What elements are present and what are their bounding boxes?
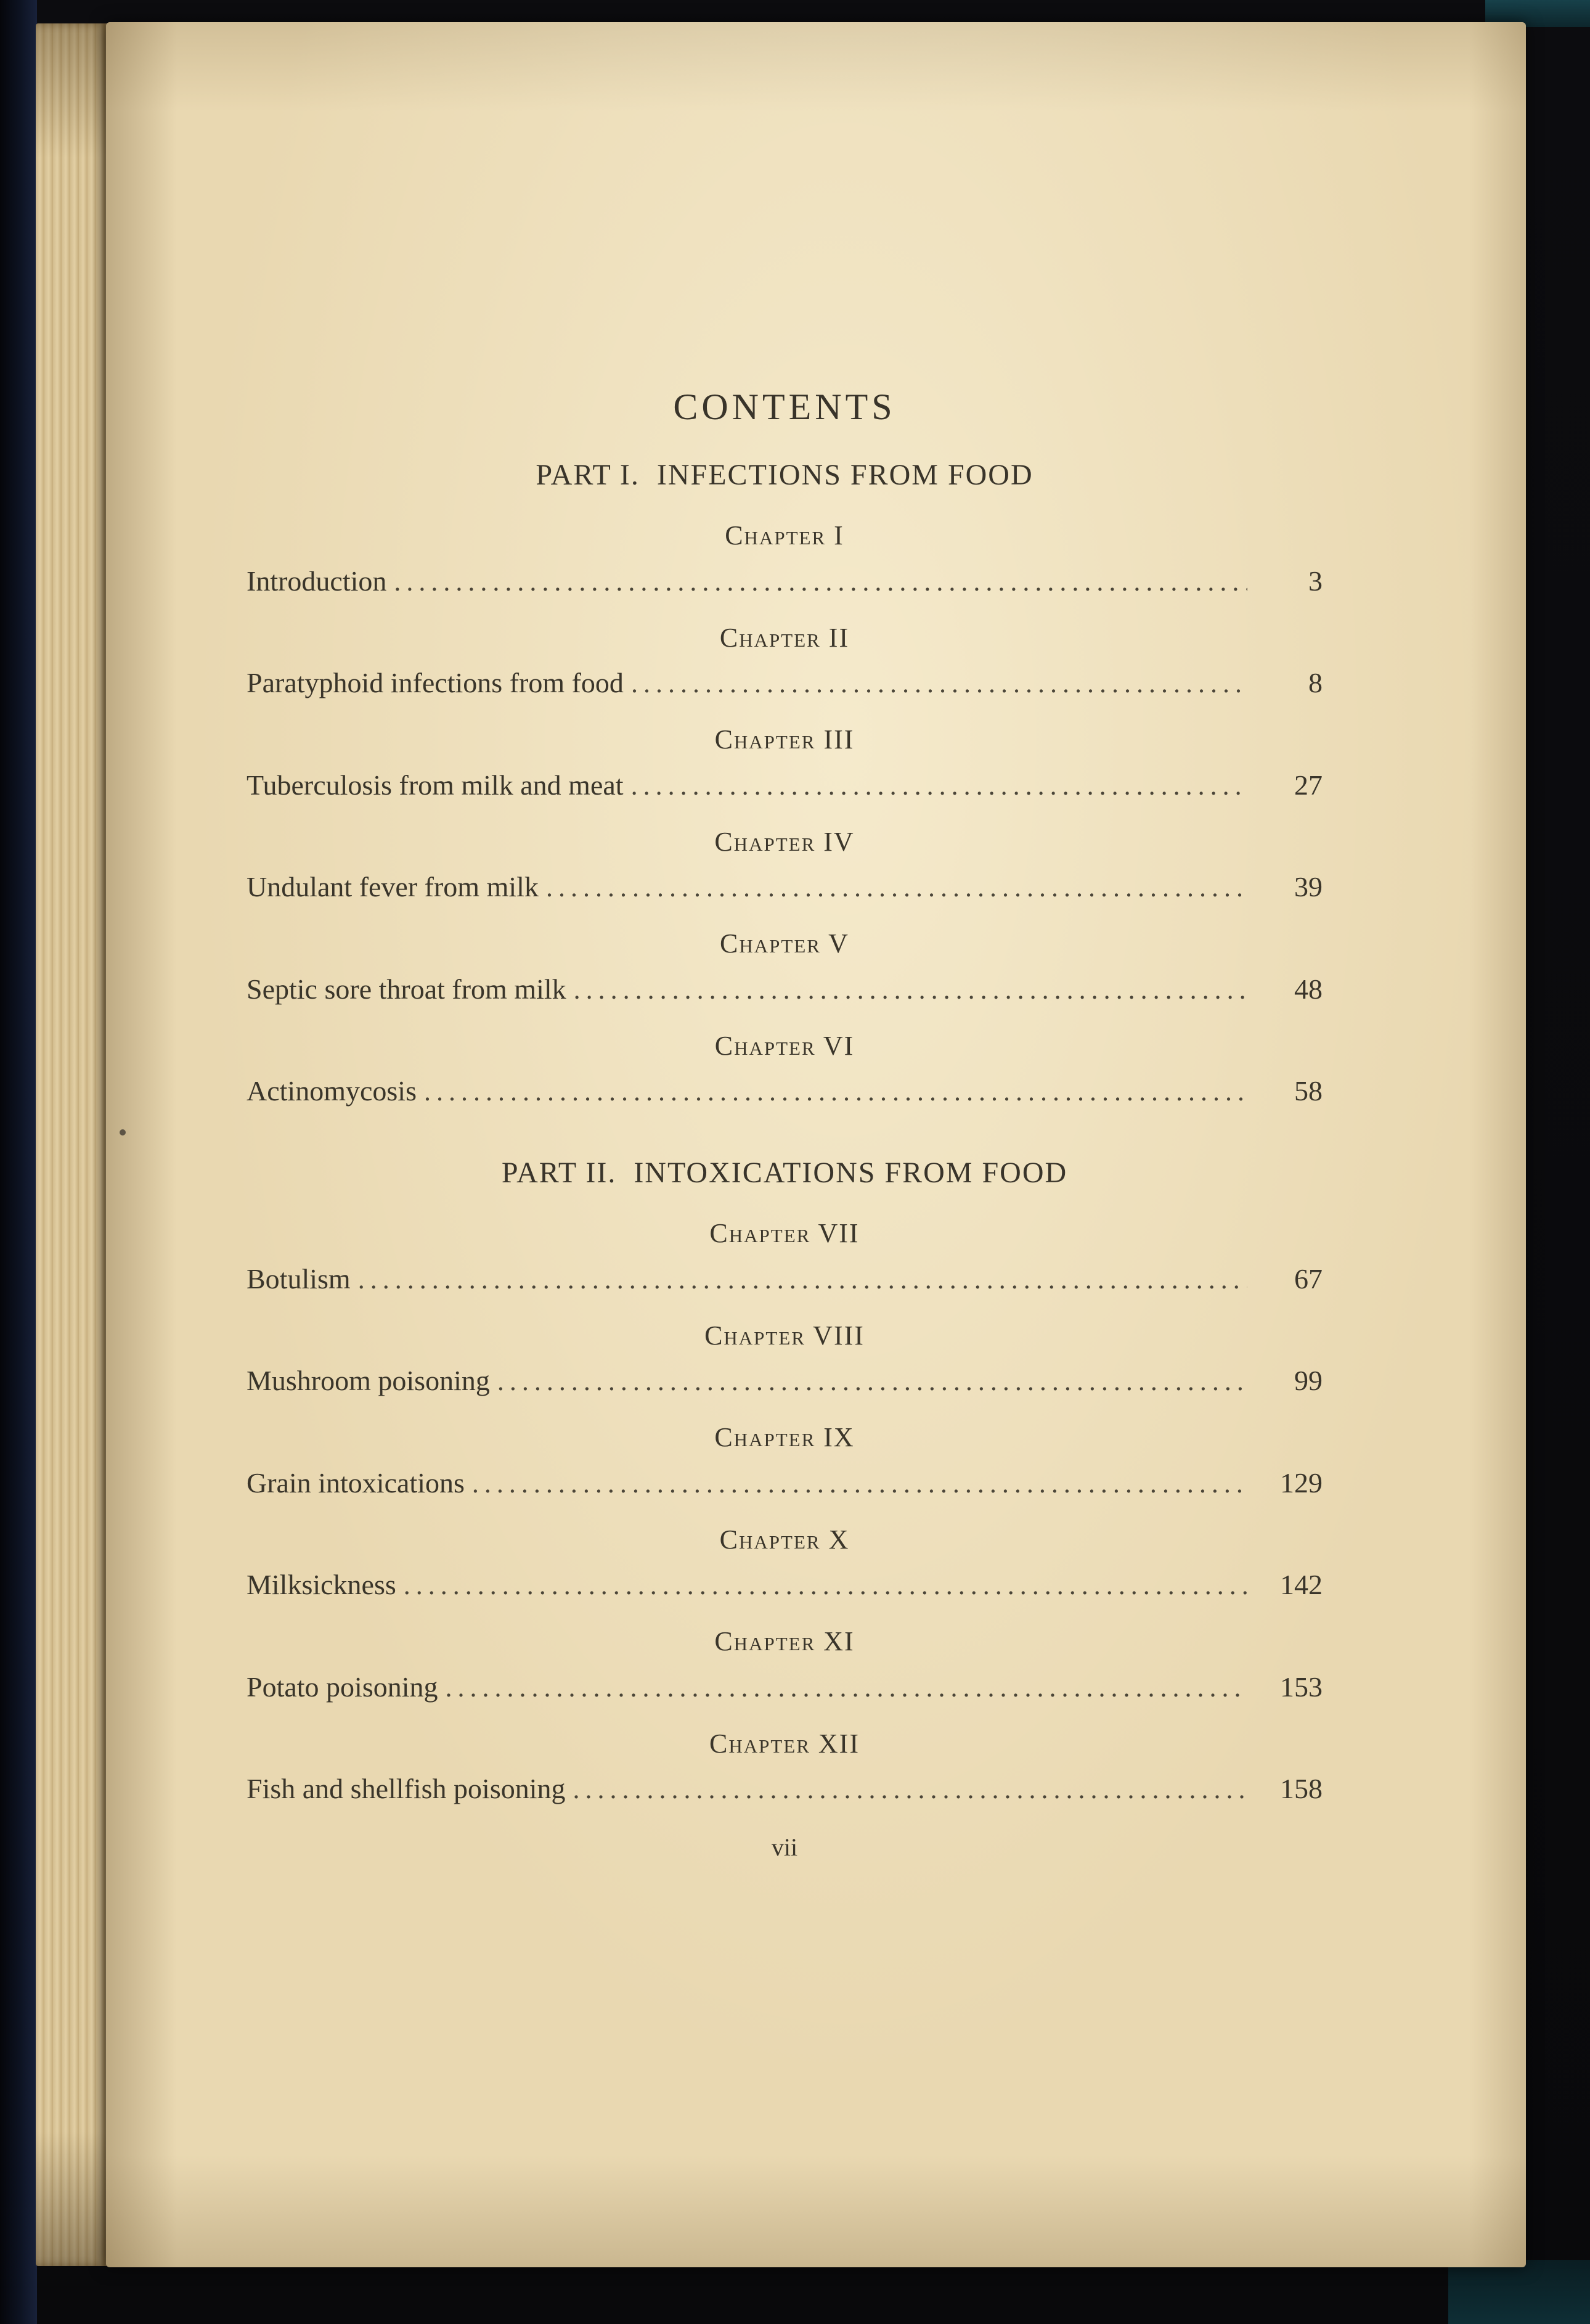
- toc-entry-title: Milksickness: [247, 1569, 396, 1601]
- page-folio: vii: [771, 1833, 798, 1862]
- toc-entry-title: Potato poisoning: [247, 1671, 438, 1703]
- toc-entry: [247, 1263, 1323, 1296]
- toc-entry-title: Introduction: [247, 565, 387, 597]
- toc-entry-page: 58: [1294, 1075, 1323, 1107]
- dot-leader: [631, 769, 1247, 802]
- chapter-heading: Chapter IV: [714, 826, 855, 857]
- chapter-heading: Chapter IX: [714, 1422, 855, 1453]
- dot-leader: [573, 1773, 1247, 1806]
- toc-entry: [247, 565, 1323, 598]
- toc-entry-page: 129: [1280, 1467, 1323, 1499]
- toc-entry: [247, 1075, 1323, 1108]
- chapter-heading: Chapter I: [725, 520, 844, 551]
- book-spine: [0, 0, 37, 2324]
- chapter-heading: Chapter III: [714, 724, 855, 755]
- contents-column: [247, 22, 1323, 2267]
- toc-entry-page: 158: [1280, 1773, 1323, 1805]
- dot-leader: [446, 1671, 1247, 1704]
- chapter-heading: Chapter X: [719, 1524, 850, 1555]
- part-heading: PART II. INTOXICATIONS FROM FOOD: [501, 1156, 1068, 1190]
- toc-entry: [247, 1467, 1323, 1500]
- toc-entry-title: Tuberculosis from milk and meat: [247, 769, 624, 801]
- contents-title: CONTENTS: [673, 387, 896, 427]
- toc-entry: [247, 1671, 1323, 1704]
- toc-entry-page: 99: [1294, 1365, 1323, 1397]
- toc-entry-title: Mushroom poisoning: [247, 1365, 490, 1397]
- chapter-heading: Chapter VI: [714, 1030, 855, 1061]
- cover-cloth-corner-bottom-right: [1448, 2260, 1590, 2324]
- dot-leader: [574, 973, 1247, 1006]
- toc-entry-page: 3: [1308, 565, 1323, 597]
- toc-entry-title: Paratyphoid infections from food: [247, 667, 624, 699]
- toc-entry-page: 67: [1294, 1262, 1323, 1295]
- book-page: [106, 22, 1526, 2267]
- toc-entry-title: Septic sore throat from milk: [247, 973, 566, 1005]
- toc-entry-title: Actinomycosis: [247, 1075, 417, 1107]
- toc-entry-page: 153: [1280, 1671, 1323, 1703]
- toc-entry: [247, 1773, 1323, 1806]
- toc-entry: [247, 1365, 1323, 1397]
- toc-entry-title: Fish and shellfish poisoning: [247, 1773, 566, 1805]
- part-heading: PART I. INFECTIONS FROM FOOD: [536, 459, 1034, 491]
- dot-leader: [358, 1263, 1247, 1296]
- chapter-heading: Chapter V: [720, 928, 849, 959]
- dot-leader: [472, 1467, 1247, 1500]
- toc-entry: [247, 667, 1323, 700]
- toc-entry-title: Undulant fever from milk: [247, 871, 539, 903]
- chapter-heading: Chapter XI: [714, 1626, 855, 1657]
- toc-entry-page: 8: [1308, 667, 1323, 699]
- dot-leader: [546, 871, 1247, 904]
- toc-entry-title: Grain intoxications: [247, 1467, 465, 1499]
- toc-entry-title: Botulism: [247, 1262, 351, 1295]
- dot-leader: [497, 1365, 1247, 1397]
- dot-leader: [404, 1569, 1247, 1602]
- toc-entry-page: 27: [1294, 769, 1323, 801]
- toc-entry: [247, 871, 1323, 904]
- toc-entry: [247, 1569, 1323, 1602]
- toc-entry-page: 39: [1294, 871, 1323, 903]
- dot-leader: [394, 565, 1247, 598]
- chapter-heading: Chapter VIII: [704, 1320, 865, 1351]
- chapter-heading: Chapter XII: [709, 1728, 860, 1759]
- toc-entry: [247, 973, 1323, 1006]
- chapter-heading: Chapter II: [719, 622, 850, 653]
- dot-leader: [424, 1075, 1247, 1108]
- toc-entry-page: 142: [1280, 1569, 1323, 1601]
- toc-entry-page: 48: [1294, 973, 1323, 1005]
- page-edges: [36, 23, 107, 2266]
- dot-leader: [631, 667, 1247, 700]
- toc-entry: [247, 769, 1323, 802]
- chapter-heading: Chapter VII: [709, 1218, 860, 1249]
- paper-blemish: [120, 1129, 126, 1135]
